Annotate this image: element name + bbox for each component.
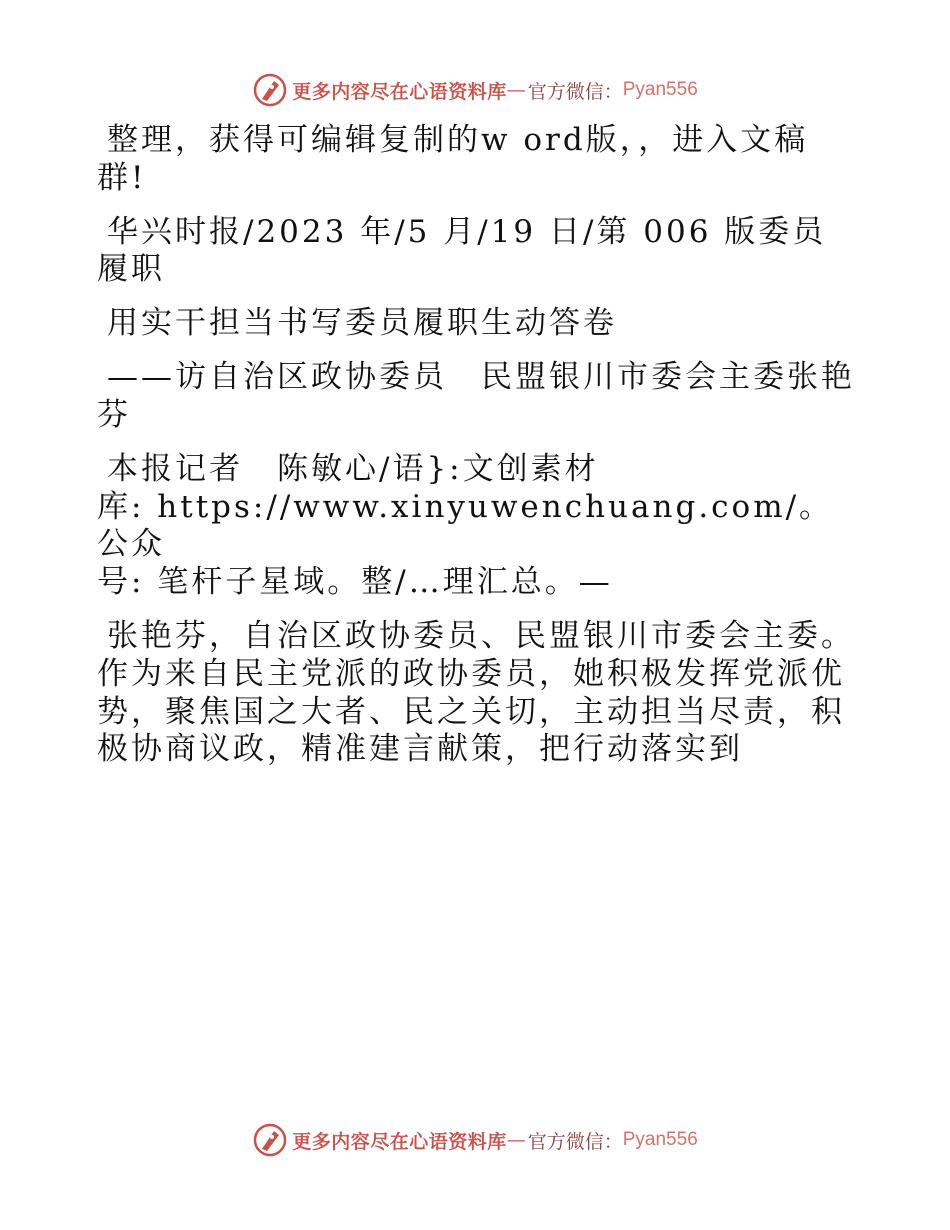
banner-wechat-id: Pyan556 xyxy=(622,79,698,100)
document-body xyxy=(97,122,857,785)
pen-nib-logo-icon xyxy=(252,1122,288,1158)
banner-main-text: 更多内容尽在心语资料库 xyxy=(292,80,507,103)
pen-nib-logo-icon xyxy=(252,72,288,108)
banner-main-text: 更多内容尽在心语资料库 xyxy=(292,1130,507,1153)
banner-dash: — xyxy=(506,1129,526,1151)
banner-wechat-id: Pyan556 xyxy=(622,1129,698,1150)
article-subtitle: ——访自治区政协委员 民盟银川市委会主委张艳芬 xyxy=(97,359,855,433)
reporter-source-paragraph xyxy=(97,451,857,602)
intro-paragraph: 整理，获得可编辑复制的w ord版，，进入文稿群! xyxy=(97,122,809,196)
banner-dash: — xyxy=(506,79,526,101)
banner-wechat-label: 官方微信： xyxy=(527,80,623,103)
article-title: 用实干担当书写委员履职生动答卷 xyxy=(107,305,617,342)
source-url-line: 库: https://www.xinyuwenchuang.com/。公众 xyxy=(97,488,834,563)
reporter-line: 本报记者 陈敏心/语}:文创素材 xyxy=(107,450,599,487)
footer-watermark-banner xyxy=(0,1122,950,1158)
publication-line: 华兴时报/2023 年/5 月/19 日/第 006 版委员履职 xyxy=(97,213,827,288)
body-paragraph: 张艳芬，自治区政协委员、民盟银川市委会主委。作为来自民主党派的政协委员，她积极发挥党派优势，聚焦国之大者、民之关切，主动担当尽责，积极协商议政，精准建言献策，把行动落实到 xyxy=(97,617,855,768)
header-watermark-banner xyxy=(0,72,950,108)
public-account-line: 号: 笔杆子星域。整/…理汇总。— xyxy=(97,564,613,601)
banner-wechat-label: 官方微信： xyxy=(527,1130,623,1153)
